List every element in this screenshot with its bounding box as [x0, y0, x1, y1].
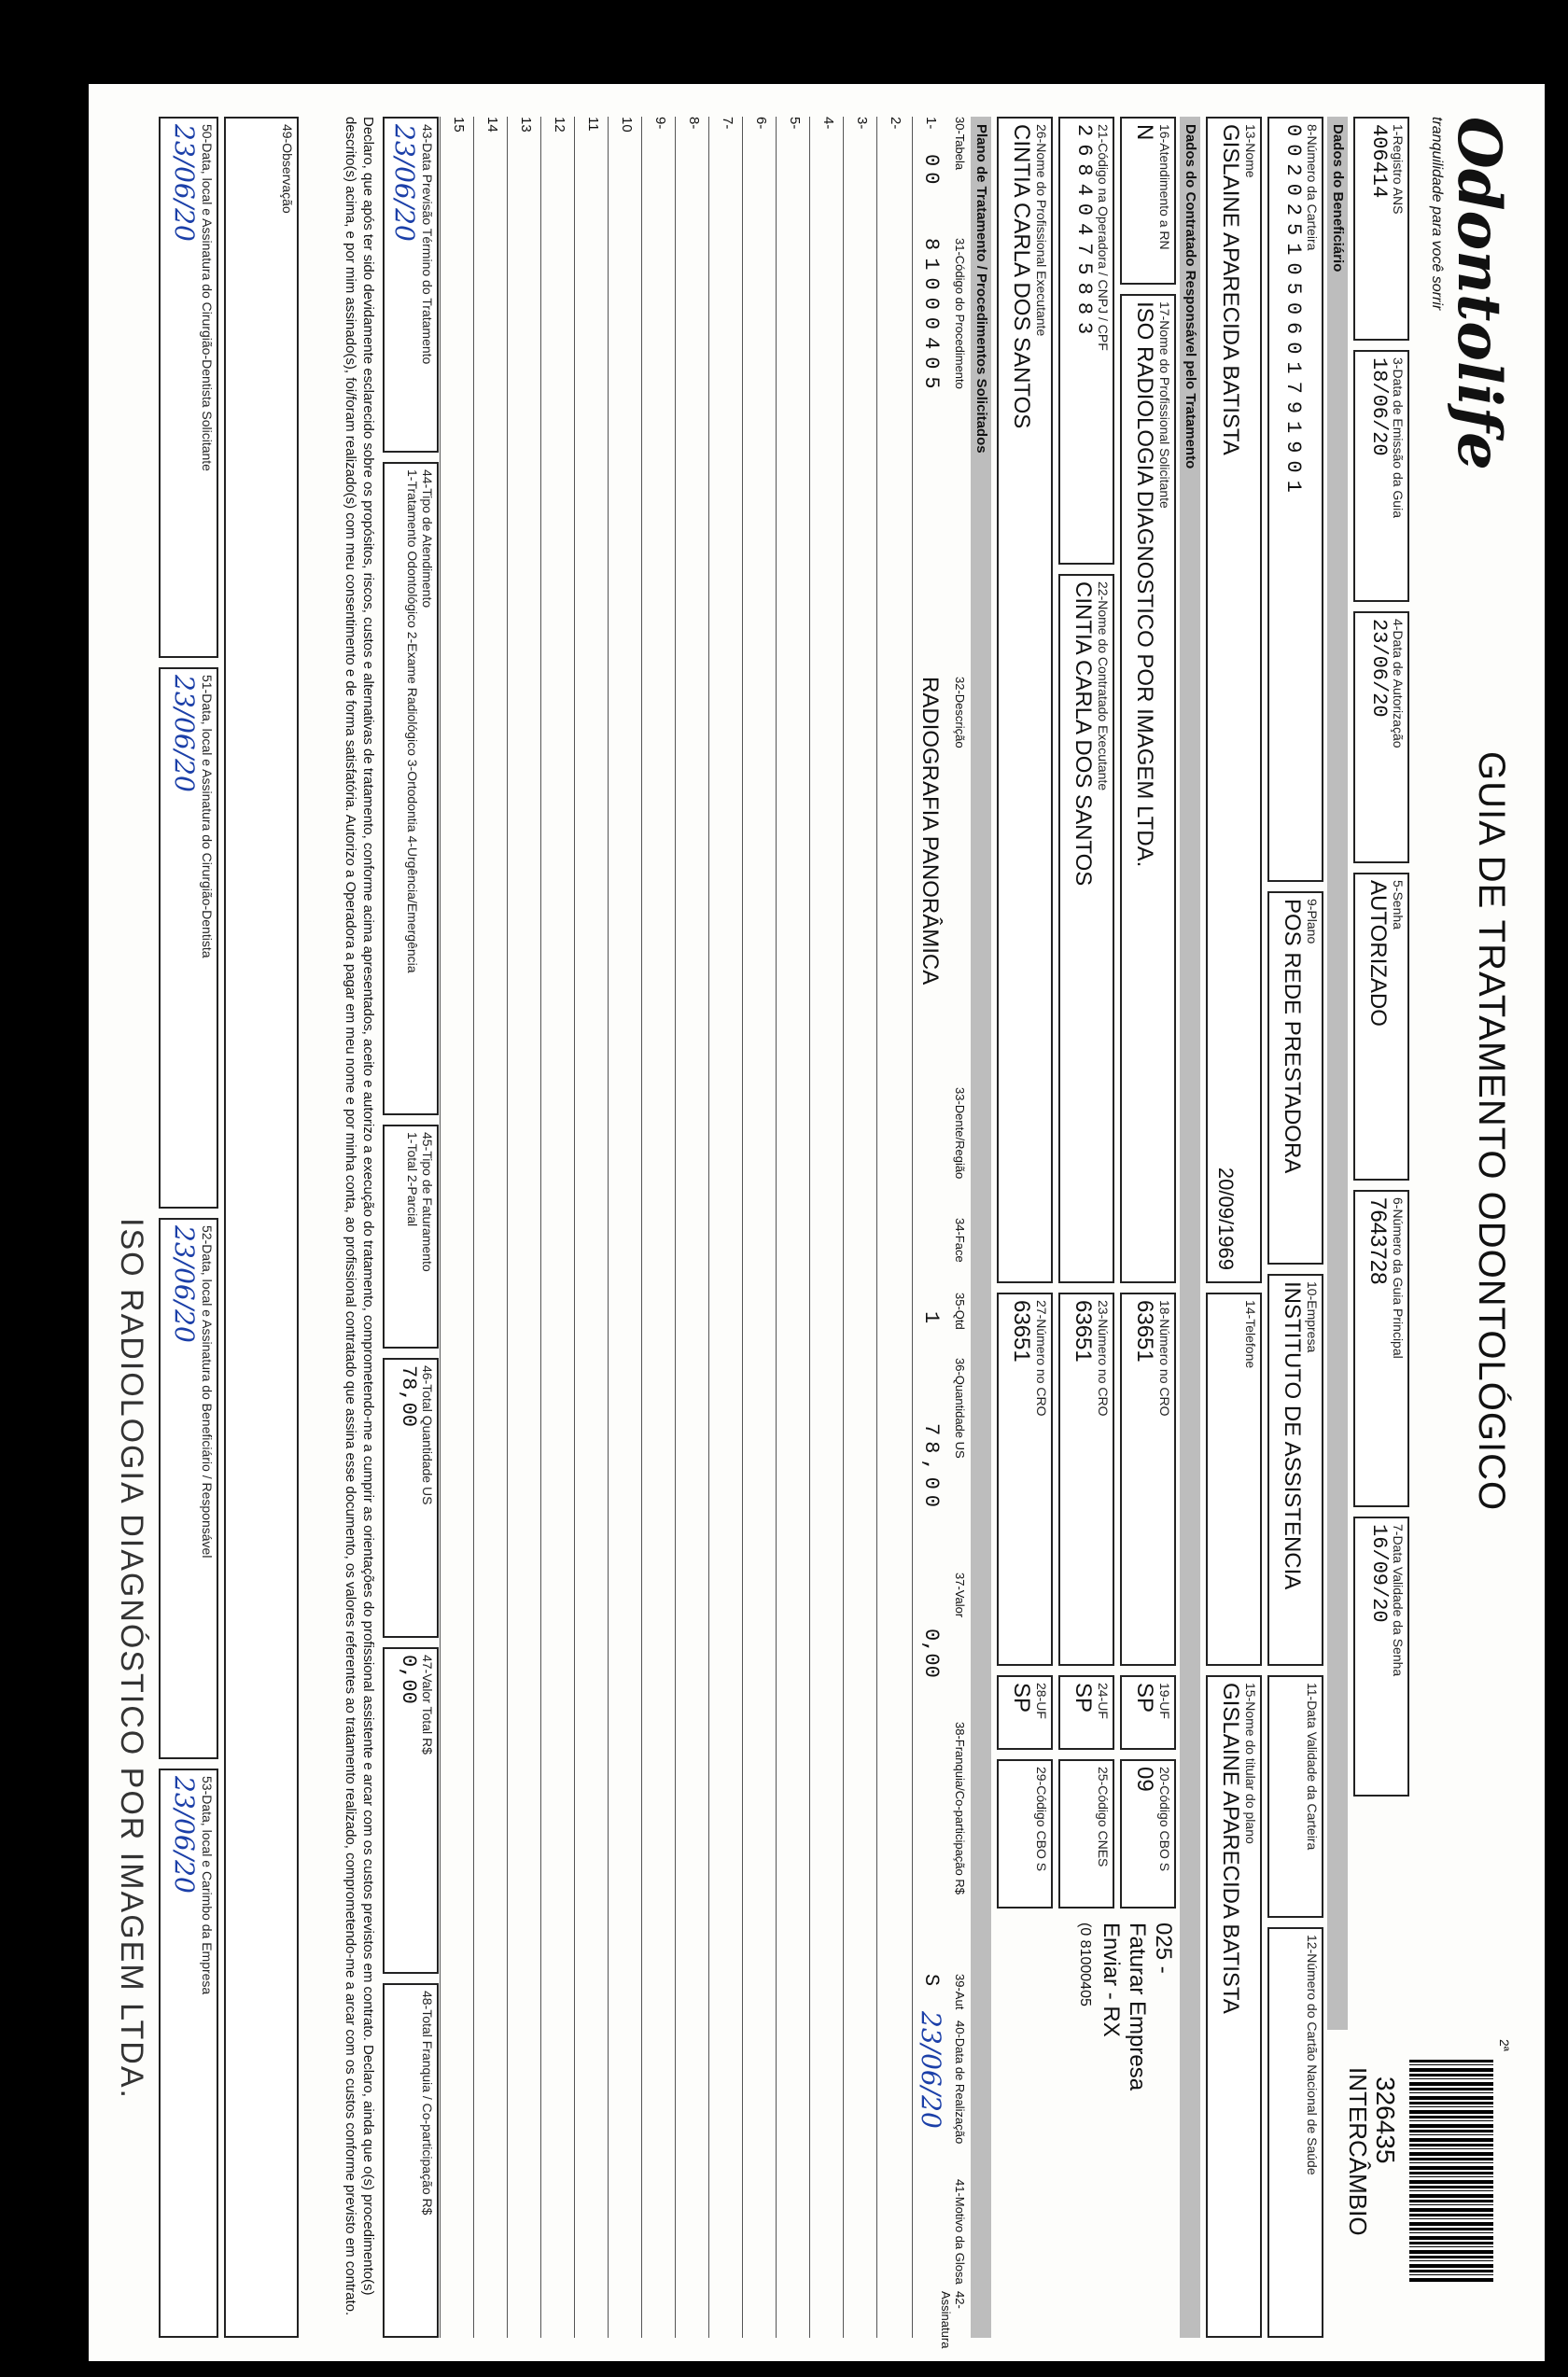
- field-total-franchise[interactable]: [383, 1983, 439, 2338]
- section-beneficiary: Dados do Beneficiário: [1327, 117, 1348, 2030]
- table-row[interactable]: [776, 117, 810, 2338]
- field-plan[interactable]: [1267, 891, 1323, 1265]
- value: N: [1132, 124, 1157, 141]
- field-signature-requesting[interactable]: [159, 117, 218, 658]
- table-row[interactable]: [675, 117, 709, 2338]
- label: 4-Data de Autorização: [1391, 619, 1406, 748]
- field-name[interactable]: [1206, 117, 1262, 1283]
- field-newborn[interactable]: [1120, 117, 1176, 285]
- field-requesting-professional[interactable]: [1120, 294, 1176, 1283]
- field-total-value[interactable]: [383, 1647, 439, 1974]
- value: 7643728: [1365, 1197, 1391, 1285]
- th-data: 40-Data de Realização: [953, 2020, 967, 2145]
- value: SP: [1132, 1683, 1157, 1713]
- field-card-number[interactable]: [1267, 117, 1323, 882]
- field-cro-number-2[interactable]: [1058, 1293, 1114, 1666]
- value: AUTORIZADO: [1365, 880, 1391, 1027]
- row-us: 78,00: [919, 1423, 943, 1514]
- label: 48-Total Franquia / Co-participação R$: [420, 1991, 435, 2216]
- field-billing-type[interactable]: [383, 1125, 439, 1349]
- row-number: 12: [552, 117, 567, 133]
- label: 26-Nome do Profissional Executante: [1034, 124, 1049, 337]
- value: 23/06/20: [169, 124, 200, 242]
- logo-brand: Odontolife: [1444, 117, 1514, 470]
- label: 15-Nome do titular do plano: [1243, 1683, 1258, 1844]
- field-cnes[interactable]: [1058, 1759, 1114, 1909]
- table-row[interactable]: [809, 117, 844, 2338]
- label: 45-Tipo de Faturamento: [420, 1132, 435, 1272]
- label: 14-Telefone: [1243, 1300, 1258, 1369]
- value: 23/06/20: [169, 675, 200, 792]
- th-aut: 39-Aut: [953, 1974, 967, 2010]
- field-card-validity[interactable]: [1267, 1675, 1323, 1918]
- th-us: 36-Quantidade US: [953, 1358, 967, 1459]
- label: 50-Data, local e Assinatura do Cirurgião-Dentista Solicitante: [200, 124, 215, 471]
- th-descricao: 32-Descrição: [953, 677, 967, 748]
- value: 63651: [1132, 1300, 1157, 1363]
- options: 1-Tratamento Odontológico 2-Exame Radiológico 3-Ortodontia 4-Urgência/Emergência: [405, 469, 420, 973]
- label: 46-Total Quantidade US: [420, 1365, 435, 1505]
- value: 0020251050601791901: [1281, 124, 1305, 500]
- label: 22-Nome do Contratado Executante: [1096, 581, 1111, 791]
- label: 7-Data Validade da Senha: [1391, 1524, 1406, 1677]
- value: 09: [1132, 1767, 1157, 1792]
- label: 51-Data, local e Assinatura do Cirurgião-Dentista: [200, 675, 215, 958]
- field-signature-dentist[interactable]: [159, 667, 218, 1209]
- label: 29-Código CBO S: [1034, 1767, 1049, 1872]
- form-title: GUIA DE TRATAMENTO ODONTOLÓGICO: [1471, 751, 1512, 1512]
- label: 16-Atendimento a RN: [1157, 124, 1172, 250]
- note-code: 025 -: [1151, 1923, 1176, 1974]
- exchange-label: INTERCÂMBIO: [1344, 2067, 1372, 2236]
- value: 63651: [1009, 1300, 1034, 1363]
- field-main-guide-number[interactable]: [1353, 1190, 1409, 1507]
- table-row[interactable]: [843, 117, 877, 2338]
- th-face: 34-Face: [953, 1218, 967, 1263]
- field-uf-2[interactable]: [1058, 1675, 1114, 1750]
- handnote-billing: [1036, 1923, 1176, 2202]
- value: SP: [1009, 1683, 1034, 1713]
- row-number: 6-: [753, 117, 769, 130]
- row-qtd: 1: [919, 1311, 943, 1324]
- row-number: 7-: [720, 117, 735, 130]
- label: 9-Plano: [1305, 899, 1320, 944]
- table-row[interactable]: [608, 117, 642, 2338]
- label: 11-Data Validade da Carteira: [1305, 1683, 1320, 1851]
- field-observation[interactable]: [224, 117, 299, 2338]
- field-executing-contractor[interactable]: [1058, 574, 1114, 1283]
- label: 6-Número da Guia Principal: [1391, 1197, 1406, 1359]
- field-end-date[interactable]: [383, 117, 439, 453]
- label: 20-Código CBO S: [1157, 1767, 1172, 1872]
- row-aut: S: [919, 1974, 943, 1987]
- th-valor: 37-Valor: [953, 1573, 967, 1618]
- th-codigo: 31-Código do Procedimento: [953, 238, 967, 389]
- row-number: 14: [484, 117, 500, 133]
- row-number: 11: [585, 117, 601, 132]
- value: GISLAINE APARECIDA BATISTA: [1218, 1683, 1243, 2014]
- value: CINTIA CARLA DOS SANTOS: [1071, 581, 1096, 887]
- label: 52-Data, local e Assinatura do Beneficiário / Responsável: [200, 1225, 215, 1559]
- value: 0,00: [397, 1655, 420, 1704]
- row-number: 2-: [888, 117, 903, 130]
- label: 28-UF: [1034, 1683, 1049, 1719]
- th-assinatura: 42-Assinatura: [939, 2291, 967, 2349]
- row-number: 15: [451, 117, 467, 133]
- field-emission-date[interactable]: [1353, 350, 1409, 602]
- label: 10-Empresa: [1305, 1281, 1320, 1353]
- table-row[interactable]: [440, 117, 474, 2338]
- barcode-area: [1325, 2039, 1512, 2338]
- row-number: 10: [619, 117, 635, 133]
- table-row[interactable]: [507, 117, 541, 2338]
- label: 13-Nome: [1243, 124, 1258, 178]
- declaration-text: Declaro, que após ter sido devidamente esclarecido sobre os propósitos, riscos, custos e alternativas de tratamento, conforme acima apresentados, aceito e autorizo a execução do tratamento, comprometendo-me a cumprir as orientações do profissional assistente e arcar com os custos previstos em contrato. Declaro, ainda que o(s) procedimento(s) descrito(s) acima, e por mim assinado(s), foi/foram realizado(s) com meu consentimento e de forma satisfatória. Autorizo a Operadora a pagar em meu nome e por minha conta, ao profissional contratado que assina esse documento, os valores referentes ao tratamento realizado, comprometendo-me a arcar com os custos conforme previsto em contrato.: [343, 117, 376, 2316]
- row-number: 5-: [787, 117, 803, 130]
- table-row[interactable]: [876, 117, 911, 2338]
- label: 1-Registro ANS: [1391, 124, 1406, 215]
- table-row[interactable]: [473, 117, 508, 2338]
- field-service-type[interactable]: [383, 462, 439, 1115]
- label: 49-Observação: [280, 124, 295, 214]
- row-descricao: RADIOGRAFIA PANORÂMICA: [917, 677, 943, 986]
- label: 44-Tipo de Atendimento: [420, 469, 435, 608]
- th-tabela: 30-Tabela: [953, 117, 967, 171]
- label: 47-Valor Total R$: [420, 1655, 435, 1755]
- field-cbo[interactable]: [1120, 1759, 1176, 1909]
- field-executing-professional[interactable]: [997, 117, 1053, 1283]
- section-plan: Plano de Tratamento / Procedimentos Solicitados: [971, 117, 991, 2338]
- label: 17-Nome do Profissional Solicitante: [1157, 301, 1172, 509]
- company-stamp: ISO RADIOLOGIA DIAGNÓSTICO POR IMAGEM LTDA.: [114, 1218, 149, 2100]
- label: 18-Número no CRO: [1157, 1300, 1172, 1417]
- table-row[interactable]: [540, 117, 575, 2338]
- field-signature-beneficiary[interactable]: [159, 1218, 218, 1759]
- value: INSTITUTO DE ASSISTENCIA: [1280, 1281, 1305, 1590]
- row-number: 4-: [820, 117, 836, 130]
- field-plan-holder[interactable]: [1206, 1675, 1262, 2338]
- label: 21-Código na Operadora / CNPJ / CPF: [1096, 124, 1111, 351]
- options: 1-Total 2-Parcial: [405, 1132, 420, 1227]
- value: 63651: [1071, 1300, 1096, 1363]
- field-registro-ans[interactable]: [1353, 117, 1409, 341]
- value: CINTIA CARLA DOS SANTOS: [1009, 124, 1034, 429]
- field-uf-3[interactable]: [997, 1675, 1053, 1750]
- label: 23-Número no CRO: [1096, 1300, 1111, 1417]
- label: 24-UF: [1096, 1683, 1111, 1719]
- field-cro-number-3[interactable]: [997, 1293, 1053, 1666]
- value: 18/06/20: [1367, 357, 1391, 456]
- section-responsible: Dados do Contratado Responsável pelo Tratamento: [1180, 117, 1200, 2338]
- value: ISO RADIOLOGIA DIAGNOSTICO POR IMAGEM LTDA.: [1132, 301, 1157, 868]
- field-cro-number[interactable]: [1120, 1293, 1176, 1666]
- copy-label: 2ª: [1497, 2039, 1512, 2051]
- dental-treatment-form: [112, 98, 1531, 2356]
- field-phone[interactable]: [1206, 1293, 1262, 1666]
- field-national-health-card[interactable]: [1267, 1927, 1323, 2338]
- guide-number: 326435: [1371, 2076, 1400, 2164]
- field-company-stamp[interactable]: [159, 1769, 218, 2338]
- field-operator-code[interactable]: [1058, 117, 1114, 565]
- label: 19-UF: [1157, 1683, 1172, 1719]
- th-dente: 33-Dente/Região: [953, 1087, 967, 1180]
- field-password[interactable]: [1353, 873, 1409, 1181]
- value: POS REDE PRESTADORA: [1280, 899, 1305, 1174]
- value: 78,00: [397, 1365, 420, 1428]
- th-qtd: 35-Qtd: [953, 1293, 967, 1330]
- value: 406414: [1367, 124, 1391, 199]
- field-authorization-date[interactable]: [1353, 611, 1409, 863]
- table-row[interactable]: [574, 117, 609, 2338]
- table-row[interactable]: [641, 117, 676, 2338]
- logo-tagline: tranquilidade para você sorrir: [1429, 117, 1445, 311]
- row-number: 3-: [854, 117, 870, 130]
- barcode: [1409, 2060, 1493, 2284]
- value: 23/06/20: [169, 1776, 200, 1894]
- field-uf[interactable]: [1120, 1675, 1176, 1750]
- field-total-us[interactable]: [383, 1358, 439, 1638]
- label: 27-Número no CRO: [1034, 1300, 1049, 1417]
- note-send: Enviar - RX: [1099, 1923, 1124, 2037]
- value: GISLAINE APARECIDA BATISTA: [1218, 124, 1243, 455]
- row-data: 23/06/20: [916, 2011, 946, 2129]
- label: 12-Número do Cartão Nacional de Saúde: [1305, 1935, 1320, 2175]
- table-row[interactable]: [912, 117, 946, 2338]
- row-number: 13: [518, 117, 534, 133]
- table-header: [939, 117, 967, 2349]
- note-phone: (0 81000405: [1077, 1923, 1093, 2006]
- label: 3-Data de Emissão da Guia: [1391, 357, 1406, 518]
- label: 53-Data, local e Carimbo da Empresa: [200, 1776, 215, 1995]
- row-number: 9-: [652, 117, 668, 130]
- value: 26840475883: [1072, 124, 1096, 343]
- birth-date: 20/09/1969: [1214, 1167, 1238, 1270]
- row-number: 8-: [686, 117, 702, 130]
- note-bill: Faturar Empresa: [1125, 1923, 1150, 2091]
- row-valor: 0,00: [919, 1629, 943, 1678]
- table-row[interactable]: [742, 117, 777, 2338]
- table-row[interactable]: [708, 117, 743, 2338]
- row-number: 1-: [923, 117, 939, 130]
- value: 23/06/20: [1367, 619, 1391, 718]
- label: 25-Código CNES: [1096, 1767, 1111, 1867]
- row-codigo: 81000405: [919, 238, 943, 397]
- field-company[interactable]: [1267, 1274, 1323, 1666]
- value: 23/06/20: [169, 1225, 200, 1343]
- value: 23/06/20: [389, 124, 420, 242]
- th-franquia: 38-Franquia/Co-participação R$: [953, 1722, 967, 1895]
- field-cbo-2[interactable]: [997, 1759, 1053, 1909]
- row-tabela: 00: [919, 154, 943, 190]
- label: 5-Senha: [1391, 880, 1406, 930]
- value: SP: [1071, 1683, 1096, 1713]
- value: 16/09/20: [1367, 1524, 1391, 1623]
- th-glosa: 41-Motivo da Glosa: [953, 2179, 967, 2285]
- field-password-validity[interactable]: [1353, 1517, 1409, 1797]
- odontolife-logo: [1409, 117, 1514, 470]
- label: 8-Número da Carteira: [1305, 124, 1320, 251]
- label: 43-Data Previsão Término do Tratamento: [420, 124, 435, 365]
